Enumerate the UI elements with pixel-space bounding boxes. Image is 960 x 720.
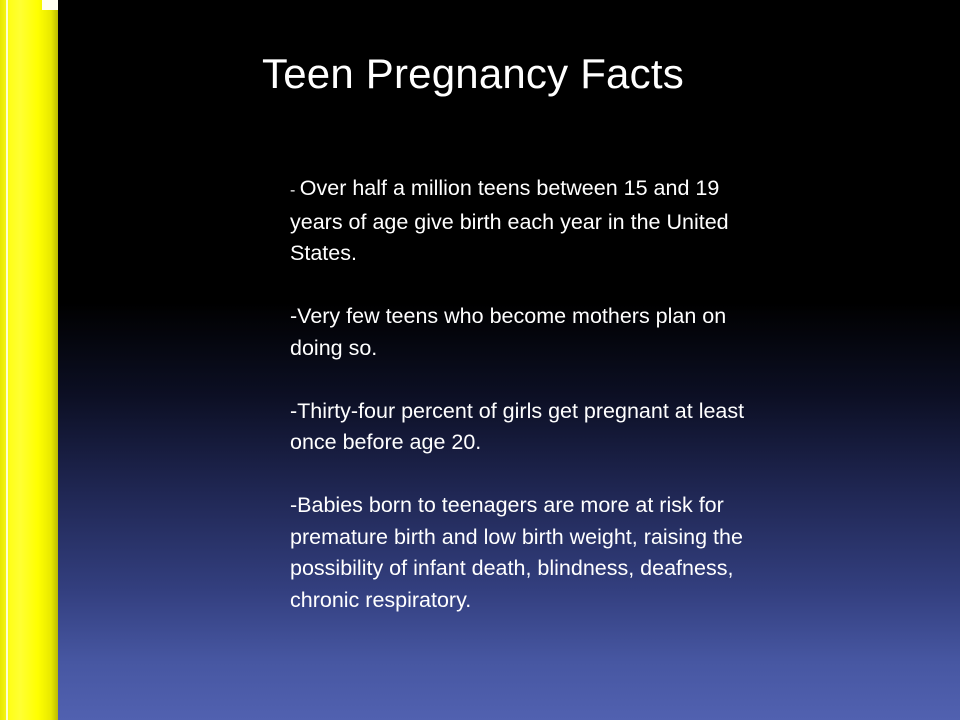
yellow-side-bar [0,0,58,720]
fact-text: -Thirty-four percent of girls get pregnant at least once before age 20. [290,398,745,454]
fact-paragraph-2 [290,301,760,364]
fact-text: Over half a million teens between 15 and 19 years of age give birth each year in the United States. [290,176,729,265]
fact-paragraph-3 [290,396,760,459]
fact-paragraph-1 [290,173,760,270]
slide-title: Teen Pregnancy Facts [262,50,684,97]
fact-paragraph-4 [290,490,760,616]
fact-text: -Babies born to teenagers are more at risk for premature birth and low birth weight, raising the possibility of infant death, blindness, deafness, chronic respiratory. [290,493,743,612]
facts-list [290,173,760,616]
side-bar-top-accent [42,0,58,10]
fact-text: -Very few teens who become mothers plan on doing so. [290,304,727,360]
fact-prefix: - [290,182,300,199]
side-bar-highlight [6,0,8,720]
